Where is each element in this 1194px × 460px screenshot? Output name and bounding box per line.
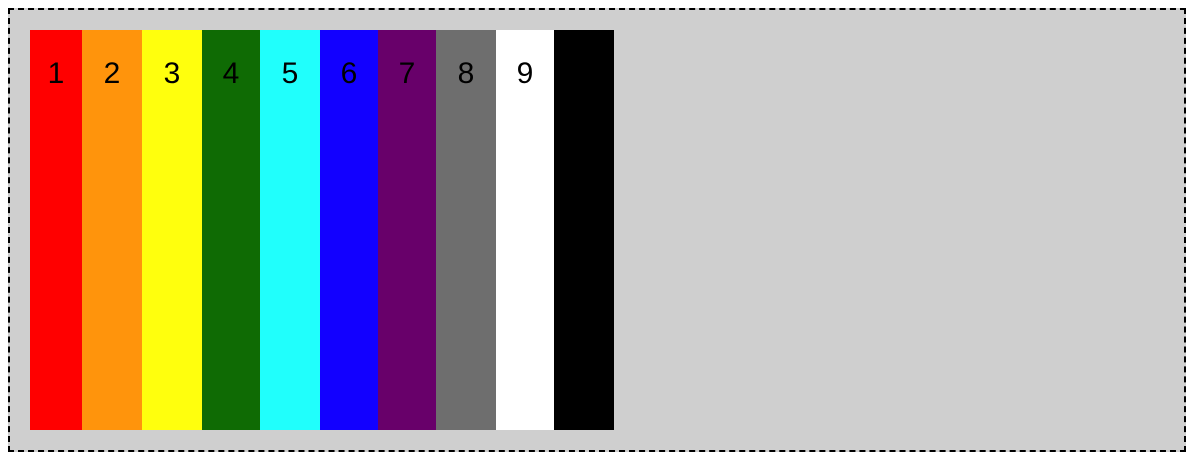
color-bar-4 bbox=[202, 30, 260, 430]
color-bar-2 bbox=[82, 30, 142, 430]
color-bar-9 bbox=[496, 30, 554, 430]
color-bar-6 bbox=[320, 30, 378, 430]
bar-label: 6 bbox=[340, 57, 358, 90]
dashed-container bbox=[8, 8, 1186, 452]
bar-label: 2 bbox=[103, 57, 121, 90]
color-bar-5 bbox=[260, 30, 320, 430]
bar-label: 8 bbox=[457, 57, 475, 90]
bar-label: 7 bbox=[398, 57, 416, 90]
color-bars bbox=[30, 30, 614, 430]
color-bar-8 bbox=[436, 30, 496, 430]
color-bar-7 bbox=[378, 30, 436, 430]
bar-label: 3 bbox=[163, 57, 181, 90]
bar-label: 9 bbox=[516, 57, 534, 90]
color-bar-10 bbox=[554, 30, 614, 430]
bar-label: 5 bbox=[281, 57, 299, 90]
color-bar-1 bbox=[30, 30, 82, 430]
bar-label: 1 bbox=[47, 57, 65, 90]
color-bar-3 bbox=[142, 30, 202, 430]
bar-label: 4 bbox=[222, 57, 240, 90]
